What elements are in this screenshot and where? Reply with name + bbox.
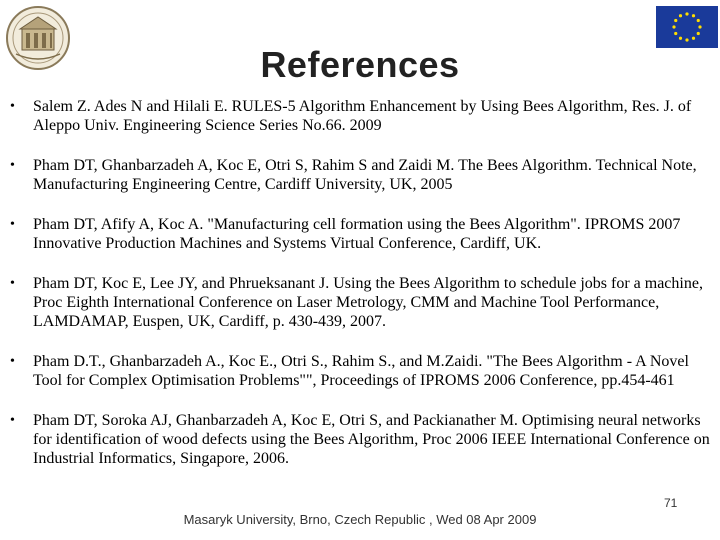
- reference-text: Pham DT, Ghanbarzadeh A, Koc E, Otri S, Rahim S and Zaidi M. The Bees Algorithm. Technical Note, Manufacturing Engineering Centre, Cardiff University, UK, 2005: [33, 157, 697, 193]
- reference-list: [0, 97, 720, 489]
- star-icon: [685, 12, 688, 15]
- bullet-icon: •: [10, 217, 15, 232]
- list-item: [0, 215, 720, 253]
- star-icon: [672, 25, 675, 28]
- star-icon: [698, 25, 701, 28]
- reference-text: Pham DT, Koc E, Lee JY, and Phrueksanant J. Using the Bees Algorithm to schedule jobs for a machine, Proc Eighth International Conference on Laser Metrology, CMM and Machine Tool Performance, LAMDAMAP, Euspen, UK, Cardiff, p. 430-439, 2007.: [33, 275, 703, 330]
- list-item: [0, 156, 720, 194]
- star-icon: [692, 37, 695, 40]
- star-icon: [692, 14, 695, 17]
- list-item: [0, 411, 720, 468]
- list-item: [0, 352, 720, 390]
- star-icon: [697, 32, 700, 35]
- reference-text: Pham DT, Soroka AJ, Ghanbarzadeh A, Koc E, Otri S, and Packianather M. Optimising neural networks for identification of wood defects using the Bees Algorithm, Proc 2006 IEEE International Conference on Industrial Informatics, Singapore, 2006.: [33, 412, 710, 467]
- bullet-icon: •: [10, 99, 15, 114]
- star-icon: [674, 19, 677, 22]
- reference-text: Pham DT, Afify A, Koc A. "Manufacturing cell formation using the Bees Algorithm". IPROMS 2007 Innovative Production Machines and Systems Virtual Conference, Cardiff, UK.: [33, 216, 681, 252]
- reference-text: Salem Z. Ades N and Hilali E. RULES-5 Algorithm Enhancement by Using Bees Algorithm, Res. J. of Aleppo Univ. Engineering Science Series No.66. 2009: [33, 98, 692, 134]
- star-icon: [679, 14, 682, 17]
- page-number: 71: [664, 496, 678, 510]
- list-item: [0, 274, 720, 331]
- star-icon: [674, 32, 677, 35]
- footer-text: Masaryk University, Brno, Czech Republic , Wed 08 Apr 2009: [183, 512, 537, 527]
- bullet-icon: •: [10, 413, 15, 428]
- star-icon: [679, 37, 682, 40]
- bullet-icon: •: [10, 158, 15, 173]
- reference-text: Pham D.T., Ghanbarzadeh A., Koc E., Otri S., Rahim S., and M.Zaidi. "The Bees Algorithm - A Novel Tool for Complex Optimisation Problems"", Proceedings of IPROMS 2006 Conference, pp.454-461: [33, 353, 689, 389]
- star-icon: [697, 19, 700, 22]
- list-item: [0, 97, 720, 135]
- star-icon: [685, 38, 688, 41]
- bullet-icon: •: [10, 276, 15, 291]
- bullet-icon: •: [10, 354, 15, 369]
- page-title: References: [260, 44, 460, 85]
- eu-flag-icon: [656, 6, 718, 48]
